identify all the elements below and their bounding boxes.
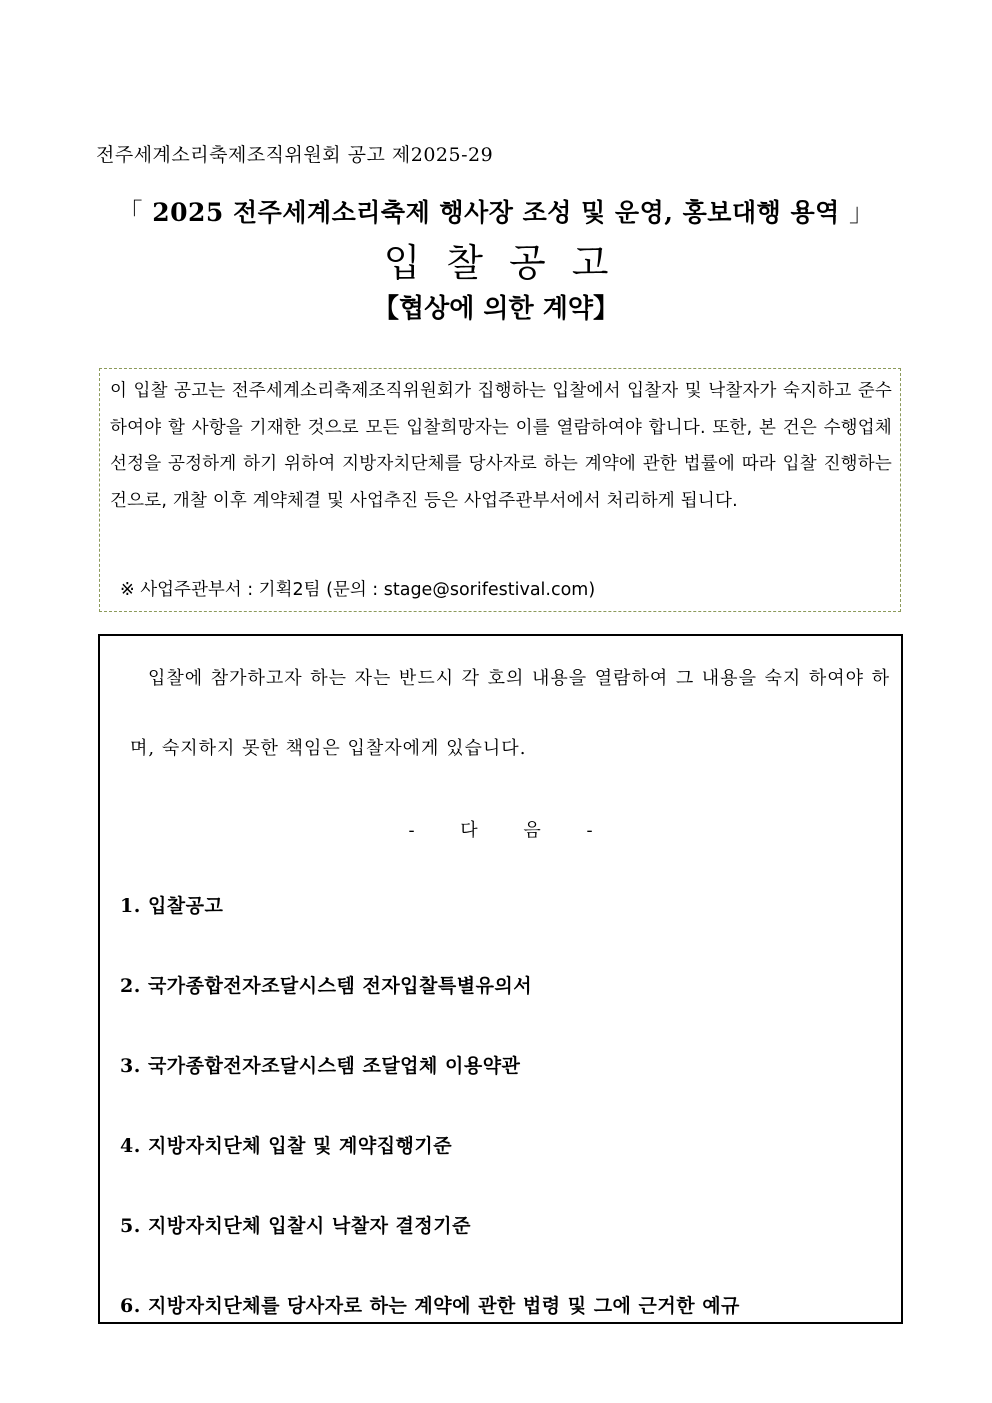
list-item: 2. 국가종합전자조달시스템 전자입찰특별유의서 [120,975,533,997]
main-box [98,634,903,1324]
document-title [0,193,992,229]
notice-number: 전주세계소리축제조직위원회 공고 제2025-29 [96,144,494,166]
page-heading: 입찰공고 [383,241,635,285]
lead-paragraph: 입찰에 참가하고자 하는 자는 반드시 각 호의 내용을 열람하여 그 내용을 숙지 하여야 하며, 숙지하지 못한 책임은 입찰자에게 있습니다. [130,668,890,759]
list-item: 4. 지방자치단체 입찰 및 계약집행기준 [120,1135,453,1157]
intro-paragraph: 이 입찰 공고는 전주세계소리축제조직위원회가 집행하는 입찰에서 입찰자 및 낙찰자가 숙지하고 준수하여야 할 사항을 기재한 것으로 모든 입찰희망자는 이를 열람하여야 합니다. 또한, 본 건은 수행업체 선정을 공정하게 하기 위하여 지방자치단체를 당사자로 하는 계약에 관한 법률에 따라 입찰 진행하는 건으로, 개찰 이후 계약체결 및 사업추진 등은 사업주관부서에서 처리하게 됩니다. [110,381,892,511]
title-close-bracket: 」 [848,198,875,227]
intro-box [99,368,901,612]
item-list [120,886,740,1366]
list-item: 1. 입찰공고 [120,895,224,917]
title-text: 2025 전주세계소리축제 행사장 조성 및 운영, 홍보대행 용역 [152,198,840,227]
contact-line: ※ 사업주관부서 : 기획2팀 (문의 : stage@sorifestival.com) [120,580,596,600]
list-item: 3. 국가종합전자조달시스템 조달업체 이용약관 [120,1055,521,1077]
list-item: 6. 지방자치단체를 당사자로 하는 계약에 관한 법령 및 그에 근거한 예규 [120,1295,740,1317]
contract-type: 【협상에 의한 계약】 [373,294,619,324]
list-item: 5. 지방자치단체 입찰시 낙찰자 결정기준 [120,1215,471,1237]
separator: - 다 음 - [408,820,593,841]
title-open-bracket: 「 [117,198,144,227]
